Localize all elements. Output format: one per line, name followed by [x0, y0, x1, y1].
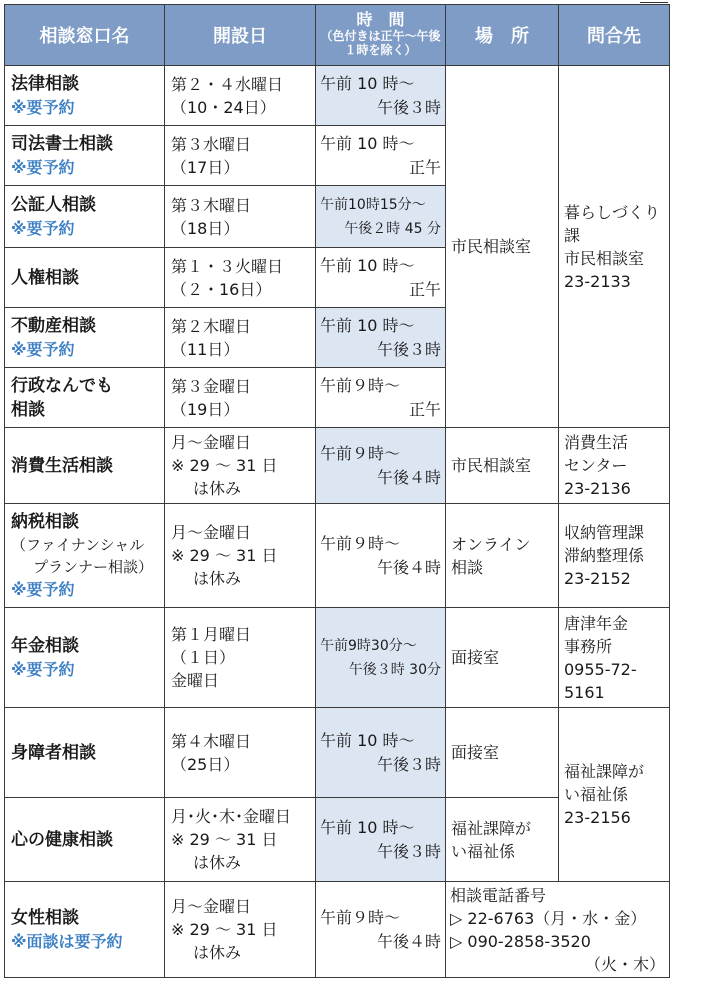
row-note: ※面談は要予約: [11, 931, 123, 951]
row-date-1: 月〜金曜日: [171, 433, 252, 452]
row-name: 不動産相談: [11, 315, 96, 336]
phone-number-2-days: （火・木）: [584, 954, 665, 974]
contact-cell-shared: [559, 66, 670, 428]
row-contact-1: 消費生活: [564, 433, 629, 452]
row-contact-1: 唐津年金: [564, 613, 629, 633]
row-date-2: ※ 29 〜 31 日: [171, 546, 278, 565]
place-label: 市民相談室: [451, 237, 532, 256]
row-date-1: 第３金曜日: [171, 376, 252, 396]
row-time-start: 午前 10 時〜: [320, 73, 415, 93]
row-date-3: は休み: [193, 569, 242, 588]
row-contact-cell: [559, 428, 670, 504]
row-date-cell: [165, 608, 316, 708]
row-time-end: 午後３時: [376, 339, 441, 359]
row-date-2: （18日）: [171, 218, 240, 238]
row-name-2: 相談: [11, 399, 45, 420]
header-name: 相談窓口名: [5, 5, 165, 66]
row-place-cell: [446, 608, 559, 708]
row-time-cell: [316, 126, 446, 186]
row-time-start: 午前10時15分〜: [320, 196, 426, 213]
table-row: [5, 428, 670, 504]
row-date-cell: [165, 428, 316, 504]
row-date-1: 第２・４水曜日: [171, 74, 284, 94]
row-name: 身障者相談: [11, 742, 96, 763]
row-time-cell: [316, 504, 446, 608]
header-time: [316, 5, 446, 66]
row-place-2: 相談: [451, 557, 484, 577]
row-contact-cell: [559, 504, 670, 608]
row-name-cell: [5, 428, 165, 504]
phone-cell: [446, 882, 670, 978]
row-contact-3: 23-2152: [564, 569, 631, 588]
row-time-cell: [316, 186, 446, 248]
row-place-cell: [446, 504, 559, 608]
row-time-start: 午前 10 時〜: [320, 255, 415, 275]
phone-number-2: ▷ 090-2858-3520: [450, 931, 591, 951]
row-time-end: 正午: [408, 399, 441, 419]
consultation-table: [4, 4, 670, 978]
header-place: 場 所: [446, 5, 559, 66]
row-date-1: 第３木曜日: [171, 195, 252, 215]
table-row: [5, 708, 670, 798]
row-date-1: 月〜金曜日: [171, 897, 252, 916]
row-contact-2: 滞納整理係: [564, 546, 645, 565]
row-name: 人権相談: [11, 267, 79, 288]
row-name-cell: [5, 66, 165, 126]
row-date-2: ※ 29 〜 31 日: [171, 456, 278, 475]
header-contact: 問合先: [559, 5, 670, 66]
row-time-cell: [316, 798, 446, 882]
row-name: 消費生活相談: [11, 455, 113, 476]
row-time-cell: [316, 308, 446, 368]
row-name-cell: [5, 126, 165, 186]
row-time-end: 午後４時: [376, 557, 441, 577]
row-name-cell: [5, 798, 165, 882]
row-contact-3: 0955-72-: [564, 659, 637, 679]
row-time-cell: [316, 368, 446, 428]
row-time-end: 午後４時: [376, 467, 441, 487]
row-name-paren-1: （ファイナンシャル: [11, 535, 145, 554]
contact-cell-fukushi: [559, 708, 670, 882]
row-date-cell: [165, 504, 316, 608]
table-row: [5, 66, 670, 126]
row-name-1: 行政なんでも: [11, 375, 113, 396]
row-name-cell: [5, 248, 165, 308]
row-time-start: 午前 10 時〜: [320, 730, 415, 750]
row-time-cell: [316, 248, 446, 308]
row-place-cell: [446, 798, 559, 882]
row-name: 司法書士相談: [11, 133, 113, 154]
header-row: [5, 5, 670, 66]
row-date-cell: [165, 126, 316, 186]
row-time-cell: [316, 708, 446, 798]
row-note: ※要予約: [11, 218, 75, 238]
row-date-3: は休み: [193, 943, 242, 962]
row-time-start: 午前 10 時〜: [320, 315, 415, 335]
row-time-cell: [316, 428, 446, 504]
row-date-1: 第１・３火曜日: [171, 256, 284, 276]
row-date-cell: [165, 798, 316, 882]
contact-fukushi-2: い福祉係: [564, 785, 629, 804]
row-name: 心の健康相談: [11, 829, 113, 850]
row-time-start: 午前 10 時〜: [320, 817, 415, 837]
contact-fukushi-3: 23-2156: [564, 808, 631, 827]
row-time-start: 午前9時30分〜: [320, 637, 417, 654]
row-place: 面接室: [451, 743, 500, 762]
row-contact-2: 事務所: [564, 636, 613, 656]
row-date-1: 第３水曜日: [171, 134, 252, 154]
row-date-2: （２・16日）: [171, 279, 272, 299]
row-date-1: 月〜金曜日: [171, 523, 252, 542]
row-time-start: 午前 10 時〜: [320, 133, 415, 153]
row-date-1: 第１月曜日: [171, 625, 252, 644]
row-time-start: 午前９時〜: [320, 375, 401, 395]
row-date-2: （25日）: [171, 754, 240, 774]
row-name: 納税相談: [11, 511, 79, 532]
row-name-cell: [5, 504, 165, 608]
contact-line-1: 暮らしづくり課: [564, 202, 661, 245]
row-date-2: （11日）: [171, 339, 240, 359]
row-time-end: 午後３時: [376, 754, 441, 774]
row-date-1: 月･火･木･金曜日: [171, 807, 292, 826]
contact-line-2: 市民相談室: [564, 248, 645, 268]
row-note: ※要予約: [11, 339, 75, 359]
header-time-note: （色付きは正午〜午後１時を除く）: [320, 29, 441, 57]
row-note: ※要予約: [11, 659, 75, 679]
place-cell-shared: [446, 66, 559, 428]
row-place: 市民相談室: [451, 456, 532, 475]
row-date-3: 金曜日: [171, 671, 220, 690]
row-time-cell: [316, 608, 446, 708]
row-place-1: オンライン: [451, 534, 531, 554]
row-contact-cell: [559, 608, 670, 708]
row-place-cell: [446, 708, 559, 798]
row-time-end: 午後３時: [376, 97, 441, 117]
row-name: 公証人相談: [11, 194, 96, 215]
row-time-end: 正午: [408, 279, 441, 299]
row-name: 年金相談: [11, 635, 79, 656]
row-date-2: （19日）: [171, 399, 240, 419]
row-contact-4: 5161: [564, 682, 605, 702]
header-date: 開設日: [165, 5, 316, 66]
row-name-cell: [5, 308, 165, 368]
table-row: [5, 608, 670, 708]
row-place: 面接室: [451, 648, 500, 667]
row-contact-1: 収納管理課: [564, 523, 645, 542]
row-contact-2: センター: [564, 456, 628, 475]
table-row: [5, 882, 670, 978]
row-time-end: 午後３時: [376, 841, 441, 861]
row-place-1: 福祉課障が: [451, 818, 532, 838]
row-time-end: 午後２時 45 分: [344, 220, 441, 237]
row-date-1: 第２木曜日: [171, 316, 252, 336]
row-time-cell: [316, 66, 446, 126]
row-date-1: 第４木曜日: [171, 731, 252, 751]
row-time-start: 午前９時〜: [320, 907, 401, 927]
table-row: [5, 504, 670, 608]
header-time-label: 時 間: [356, 10, 405, 29]
row-time-start: 午前９時〜: [320, 533, 401, 553]
row-date-2: ※ 29 〜 31 日: [171, 830, 278, 849]
phone-number-1: ▷ 22-6763（月・水・金）: [450, 908, 647, 928]
row-date-cell: [165, 308, 316, 368]
row-time-end: 午後３時 30分: [348, 661, 441, 678]
row-date-3: は休み: [193, 853, 242, 872]
row-name-cell: [5, 608, 165, 708]
row-name: 女性相談: [11, 907, 79, 928]
row-time-cell: [316, 882, 446, 978]
row-time-start: 午前９時〜: [320, 443, 401, 463]
contact-line-3: 23-2133: [564, 271, 631, 291]
row-time-end: 午後４時: [376, 931, 441, 951]
row-name-paren-2: プランナー相談）: [33, 557, 154, 576]
row-name-cell: [5, 708, 165, 798]
row-date-2: （10・24日）: [171, 97, 276, 117]
row-date-cell: [165, 708, 316, 798]
corner-mark: [640, 2, 668, 3]
phone-title: 相談電話番号: [450, 885, 547, 905]
row-name-cell: [5, 186, 165, 248]
row-note: ※要予約: [11, 579, 75, 599]
row-place-2: い福祉係: [451, 841, 516, 861]
row-date-cell: [165, 248, 316, 308]
row-note: ※要予約: [11, 157, 75, 177]
row-name: 法律相談: [11, 73, 79, 94]
row-date-cell: [165, 368, 316, 428]
row-place-cell: [446, 428, 559, 504]
row-name-cell: [5, 882, 165, 978]
row-time-end: 正午: [408, 157, 441, 177]
row-note: ※要予約: [11, 97, 75, 117]
row-date-3: は休み: [193, 479, 242, 498]
row-date-cell: [165, 186, 316, 248]
row-date-2: ※ 29 〜 31 日: [171, 920, 278, 939]
row-date-2: （17日）: [171, 157, 240, 177]
row-contact-3: 23-2136: [564, 479, 631, 498]
row-date-2: （１日）: [171, 648, 236, 667]
row-name-cell: [5, 368, 165, 428]
contact-fukushi-1: 福祉課障が: [564, 762, 645, 781]
row-date-cell: [165, 66, 316, 126]
row-date-cell: [165, 882, 316, 978]
